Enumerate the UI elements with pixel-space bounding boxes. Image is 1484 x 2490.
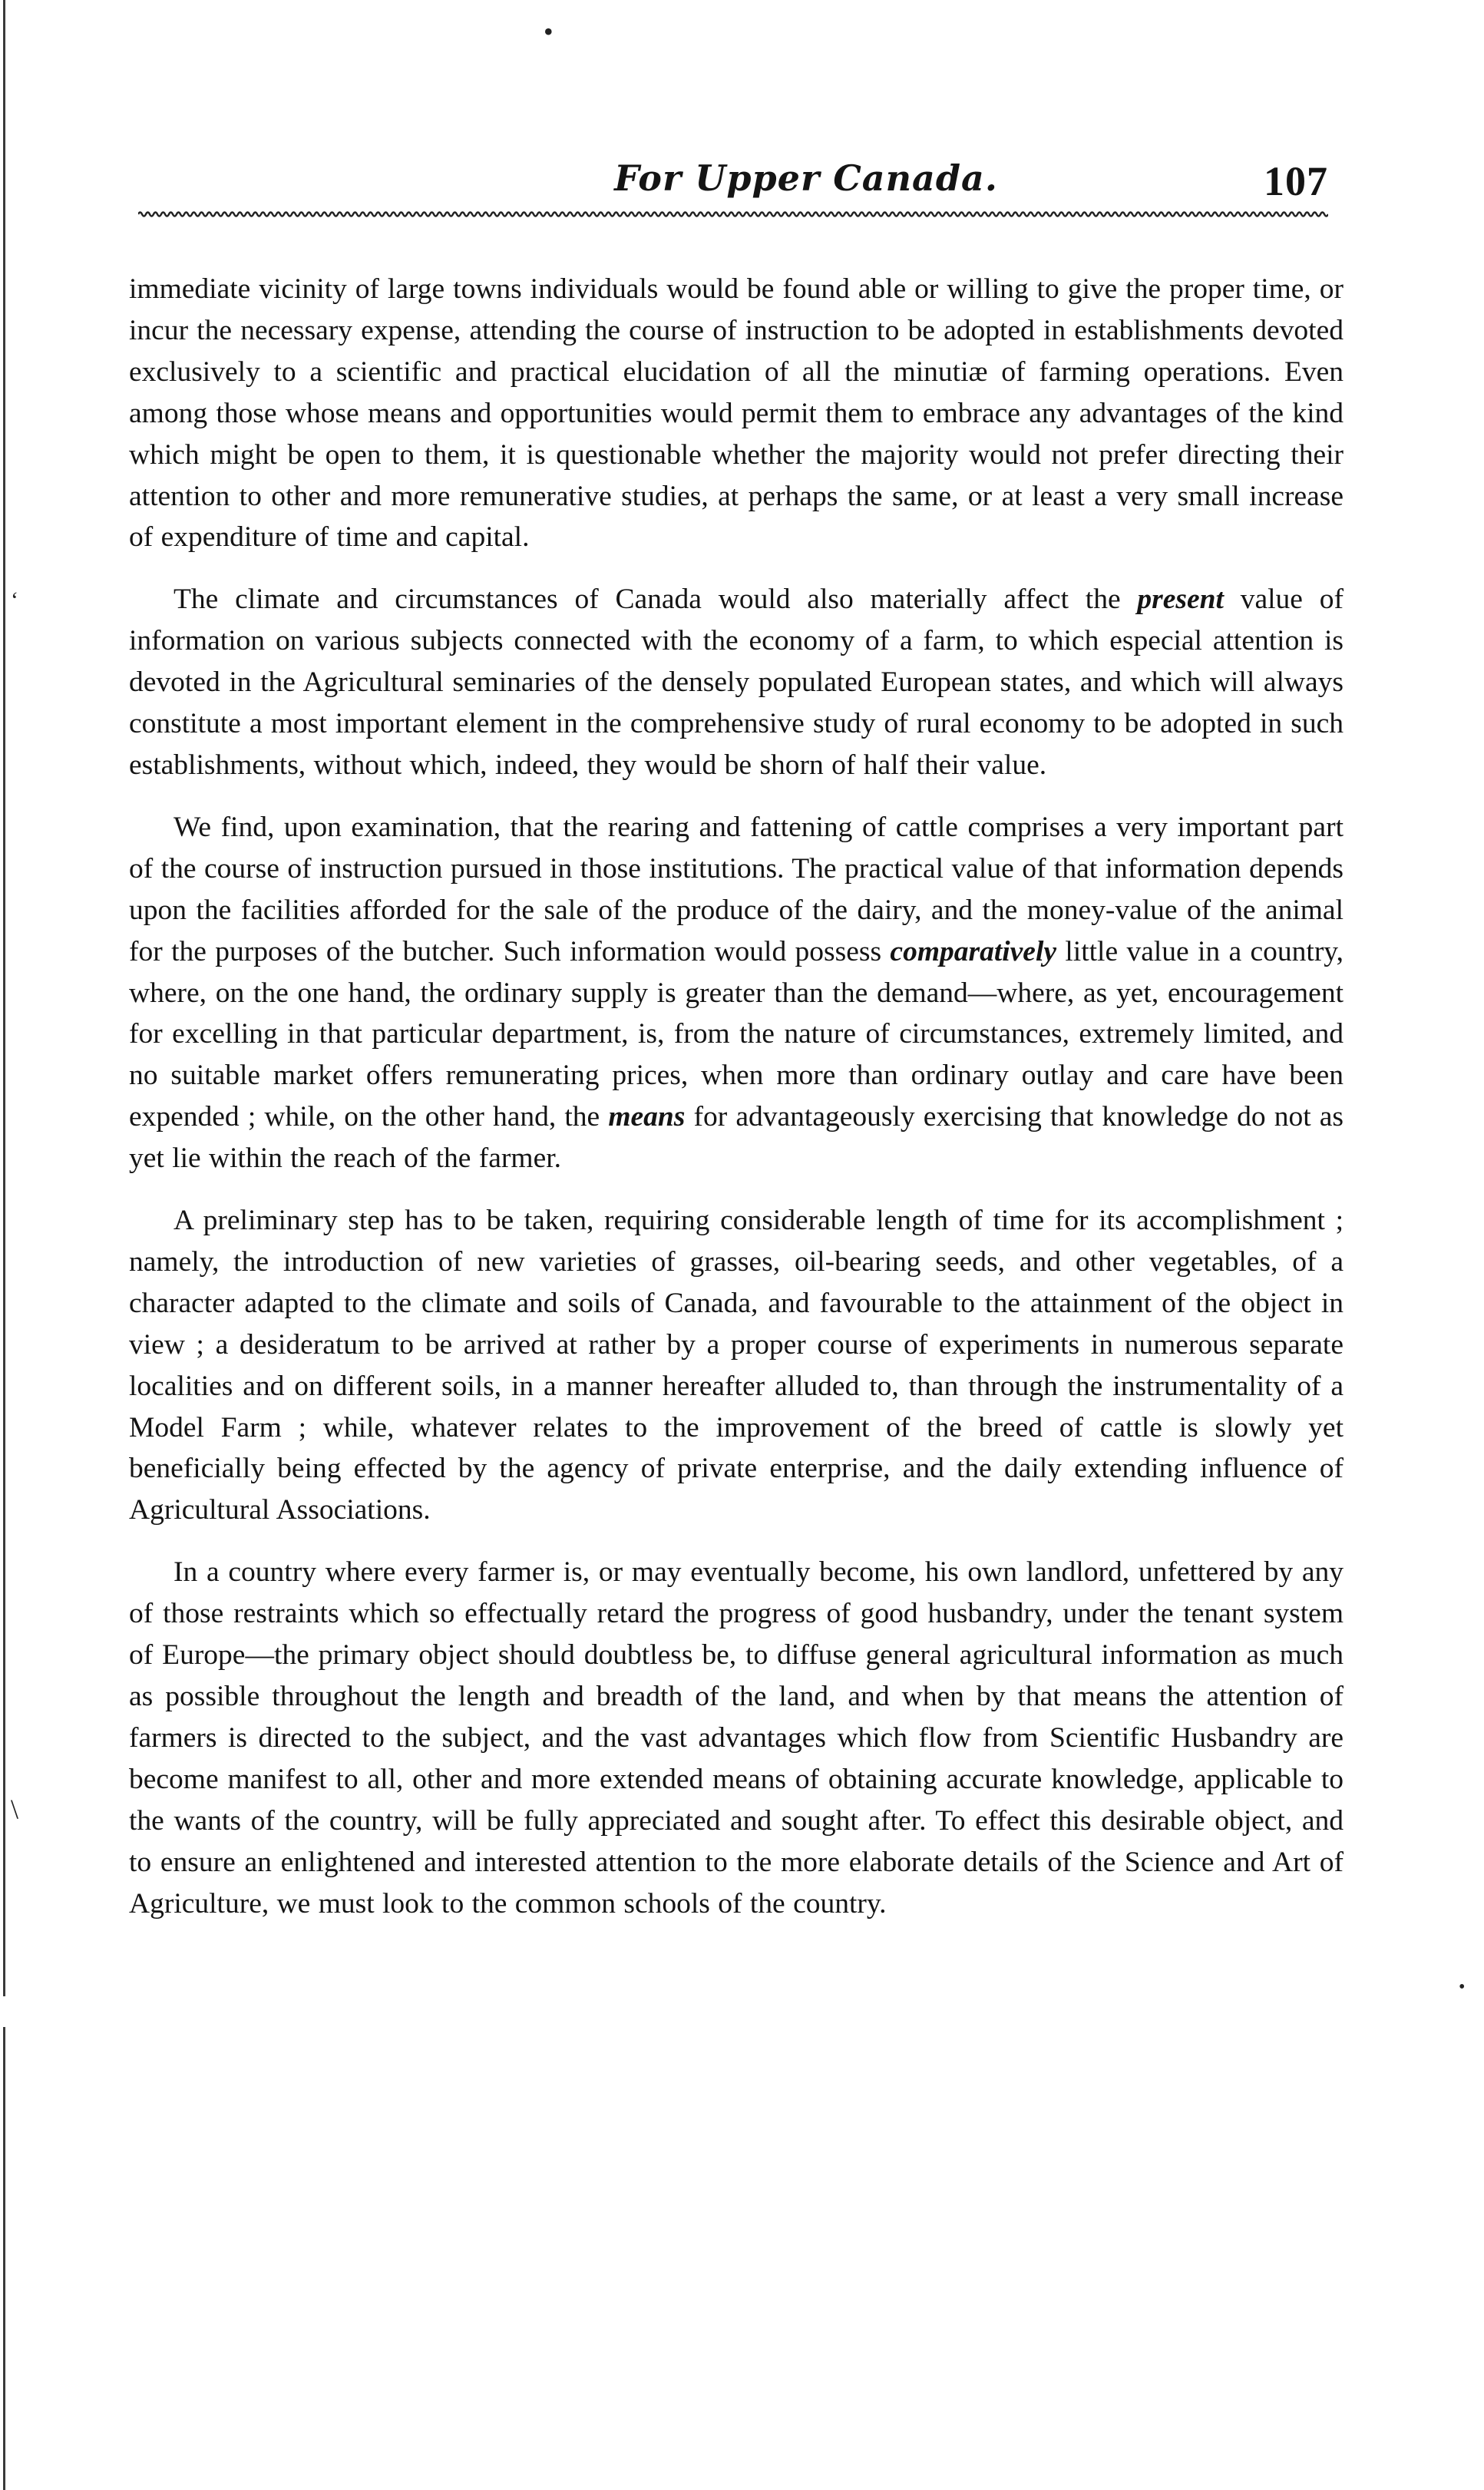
paragraph: We find, upon examination, that the rearing and fattening of cattle comprises a very important part of the course of instruction pursued in those institutions. The practical value of that information depends upon the facilities afforded for the sale of the produce of the dairy, and the money-value of the animal for the purposes of the butcher. Such information would possess comparatively little value in a country, where, on the one hand, the ordinary supply is greater than the demand—where, as yet, encouragement for excelling in that particular department, is, from the nature of circumstances, extremely limited, and no suitable market offers remunerating prices, when more than ordinary outlay and care have been expended ; while, on the other hand, the means for advantageously exercising that knowledge do not as yet lie within the reach of the farmer. [129, 811, 1344, 1175]
paragraph: The climate and circumstances of Canada would also materially affect the present value of information on various subjects connected with the economy of a farm, to which especial attention is devoted in the Agricultural seminaries of the densely populated European states, and which will always constitute a most important element in the comprehensive study of rural economy to be adopted in such establishments, without which, indeed, they would be shorn of half their value. [129, 584, 1344, 781]
margin-mark: • [1459, 1977, 1466, 1997]
page-header [138, 157, 1328, 219]
paragraph: A preliminary step has to be taken, requiring considerable length of time for its accomplishment ; namely, the introduction of new varieties of grasses, oil-bearing seeds, and other vegetables, of a character adapted to the climate and soils of Canada, and favourable to the attainment of the object in view ; a desideratum to be arrived at rather by a proper course of experiments in numerous separate localities and on different soils, in a manner hereafter alluded to, than through the instrumentality of a Model Farm ; while, whatever relates to the improvement of the breed of cattle is slowly yet beneficially being effected by the agency of private enterprise, and the daily extending influence of Agricultural Associations. [129, 1205, 1344, 1526]
running-head: For Upper Canada. [614, 157, 998, 199]
paragraph: In a country where every farmer is, or may eventually become, his own landlord, unfettered by any of those restraints which so effectually retard the progress of good husbandry, under the tenant system of Europe—the primary object should doubtless be, to diffuse general agricultural information as much as possible throughout the length and breadth of the land, and when by that means the attention of farmers is directed to the subject, and the vast advantages which flow from Scientific Husbandry are become manifest to all, other and more extended means of obtaining accurate knowledge, applicable to the wants of the country, will be fully appreciated and sought after. To effect this desirable object, and to ensure an enlightened and interested attention to the more elaborate details of the Science and Art of Agriculture, we must look to the common schools of the country. [129, 1556, 1344, 1920]
page-number: 107 [1264, 158, 1328, 204]
page-edge-gap [2, 1996, 8, 2027]
emphasis: means [608, 1101, 686, 1133]
body-text [129, 269, 1344, 1945]
emphasis: present [1137, 584, 1224, 616]
wavy-header-rule [138, 210, 1328, 219]
ink-speck: • [544, 16, 554, 47]
page-edge-line [3, 0, 5, 2490]
margin-mark: ‘ [11, 587, 18, 613]
emphasis: comparatively [890, 935, 1057, 967]
margin-mark: \ [11, 1794, 19, 1824]
paragraph-continued: immediate vicinity of large towns individuals would be found able or willing to give the proper time, or incur the necessary expense, attending the course of instruction to be adopted in establishments devoted exclusively to a scientific and practical elucidation of all the minutiæ of farming operations. Even among those whose means and opportunities would permit them to embrace any advantages of the kind which might be open to them, it is questionable whether the majority would not prefer directing their attention to other and more remunerative studies, at perhaps the same, or at least a very small increase of expenditure of time and capital. [129, 273, 1344, 554]
